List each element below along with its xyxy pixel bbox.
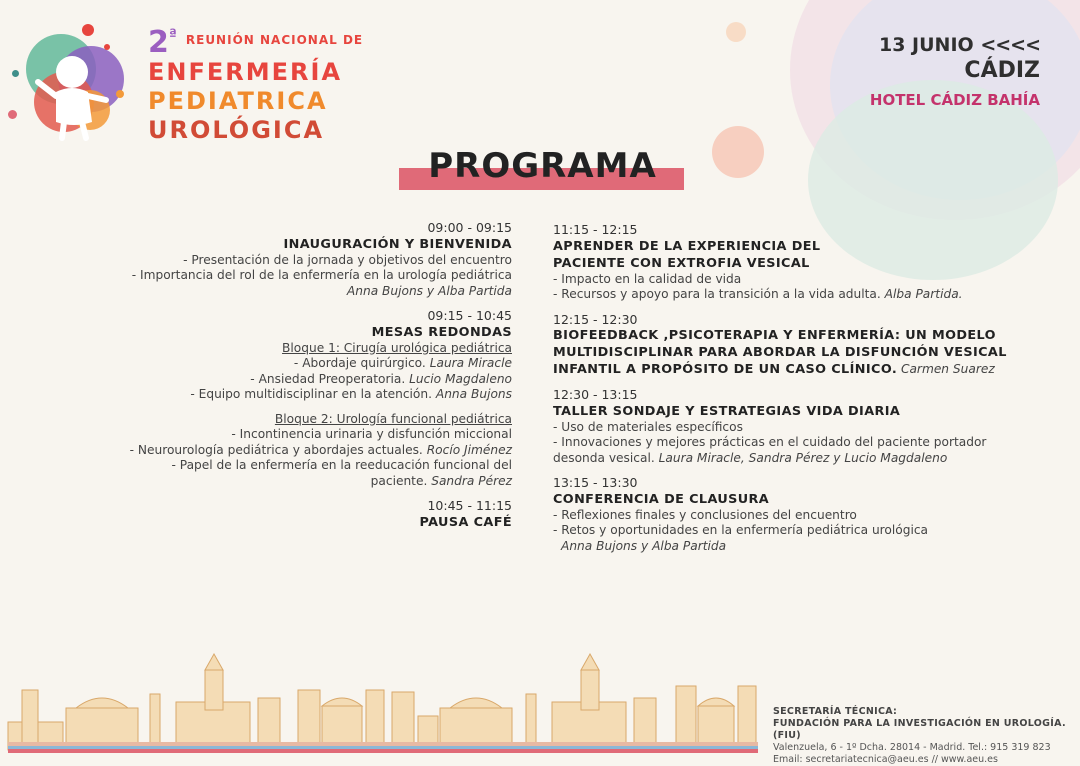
session-title: MESAS REDONDAS (371, 324, 512, 340)
session-item: - Neurourología pediátrica y abordajes actuales. Rocío Jiménez (129, 442, 512, 457)
session-clausura (553, 475, 1023, 554)
footer-label: SECRETARÍA TÉCNICA: (773, 706, 898, 717)
footer-contact: Email: secretariatecnica@aeu.es // www.aeu.es (773, 754, 998, 765)
event-venue: HOTEL CÁDIZ BAHÍA (869, 91, 1040, 109)
event-date: 13 JUNIO (879, 34, 974, 56)
session-item: desonda vesical. Laura Miracle, Sandra Pérez y Lucio Magdaleno (553, 450, 948, 465)
logo-dot (116, 90, 124, 98)
session-item: - Reflexiones finales y conclusiones del encuentro (553, 507, 857, 522)
logo-line4: UROLÓGICA (148, 116, 325, 144)
session-title: APRENDER DE LA EXPERIENCIA DEL (553, 238, 821, 254)
session-item: - Equipo multidisciplinar en la atención. Anna Bujons (190, 387, 512, 401)
event-info (870, 34, 1040, 109)
cadiz-skyline-illustration (0, 650, 760, 760)
session-item: - Importancia del rol de la enfermería en la urología pediátrica (131, 268, 512, 282)
logo-line2: ENFERMERÍA (148, 58, 343, 86)
logo-number: 2 (148, 25, 169, 60)
session-taller (553, 387, 1023, 466)
session-title: TALLER SONDAJE Y ESTRATEGIAS VIDA DIARIA (553, 403, 901, 419)
logo-title (148, 25, 364, 145)
footer-organization: FUNDACIÓN PARA LA INVESTIGACIÓN EN UROLOGÍA. (FIU) (773, 718, 1066, 741)
session-time: 12:30 - 13:15 (553, 387, 638, 402)
session-title: PAUSA CAFÉ (419, 514, 512, 530)
schedule-right-column (553, 222, 1023, 563)
logo-line1: REUNIÓN NACIONAL DE (185, 33, 364, 47)
session-extrofia (553, 222, 1023, 303)
session-title: BIOFEEDBACK ,PSICOTERAPIA Y ENFERMERÍA: UN MODELO (553, 328, 996, 343)
block-title: Bloque 1: Cirugía urológica pediátrica (282, 340, 512, 355)
session-title: CONFERENCIA DE CLAUSURA (553, 491, 770, 507)
session-item: paciente. Sandra Pérez (370, 473, 512, 488)
session-time: 10:45 - 11:15 (427, 498, 512, 513)
event-city: CÁDIZ (964, 58, 1040, 83)
session-time: 09:00 - 09:15 (427, 220, 512, 235)
session-item: - Innovaciones y mejores prácticas en el cuidado del paciente portador (553, 435, 987, 449)
arrows-icon: <<<< (980, 34, 1040, 56)
session-item: - Retos y oportunidades en la enfermería pediátrica urológica (553, 523, 929, 537)
session-time: 12:15 - 12:30 (553, 311, 638, 327)
footer-secretaria (773, 706, 1073, 766)
session-title: PACIENTE CON EXTROFIA VESICAL (553, 255, 810, 271)
bg-dot-peach (726, 22, 746, 42)
session-item: - Presentación de la jornada y objetivos del encuentro (183, 252, 512, 267)
session-inauguracion (80, 220, 512, 299)
child-figure-icon (34, 52, 114, 142)
session-item: - Papel de la enfermería en la reeducación funcional del (171, 458, 512, 472)
bg-circle-peach (712, 126, 764, 178)
logo-dot (8, 110, 17, 119)
session-pausa-cafe (80, 498, 512, 531)
session-time: 11:15 - 12:15 (553, 222, 638, 237)
block-title: Bloque 2: Urología funcional pediátrica (274, 411, 512, 426)
session-title: MULTIDISCIPLINAR PARA ABORDAR LA DISFUNCIÓN VESICAL (553, 345, 1007, 360)
session-speakers: Anna Bujons y Alba Partida (346, 283, 512, 298)
programa-title: PROGRAMA (428, 146, 657, 186)
session-item: - Incontinencia urinaria y disfunción miccional (231, 427, 512, 441)
session-item: - Abordaje quirúrgico. Laura Miracle (293, 356, 512, 370)
session-item: - Impacto en la calidad de vida (553, 271, 742, 286)
session-item: - Recursos y apoyo para la transición a la vida adulta. Alba Partida. (553, 287, 963, 301)
footer-address: Valenzuela, 6 - 1º Dcha. 28014 - Madrid. Tel.: 915 319 823 (773, 742, 1051, 753)
session-mesas-redondas (80, 308, 512, 489)
session-item: - Uso de materiales específicos (553, 419, 743, 434)
session-title: INAUGURACIÓN Y BIENVENIDA (283, 236, 512, 252)
logo-dot (12, 70, 19, 77)
session-time: 09:15 - 10:45 (427, 308, 512, 323)
session-item: - Ansiedad Preoperatoria. Lucio Magdaleno (250, 371, 512, 386)
logo-dot (82, 24, 94, 36)
session-speakers: Anna Bujons y Alba Partida (561, 538, 727, 553)
session-time: 13:15 - 13:30 (553, 475, 638, 490)
schedule-left-column (80, 220, 512, 540)
logo-dot (104, 44, 110, 50)
session-title-speaker: INFANTIL A PROPÓSITO DE UN CASO CLÍNICO. Carmen Suarez (553, 362, 995, 377)
session-biofeedback (553, 312, 1023, 379)
logo-line3: PEDIATRICA (148, 87, 328, 115)
logo-superscript: ª (168, 27, 177, 43)
